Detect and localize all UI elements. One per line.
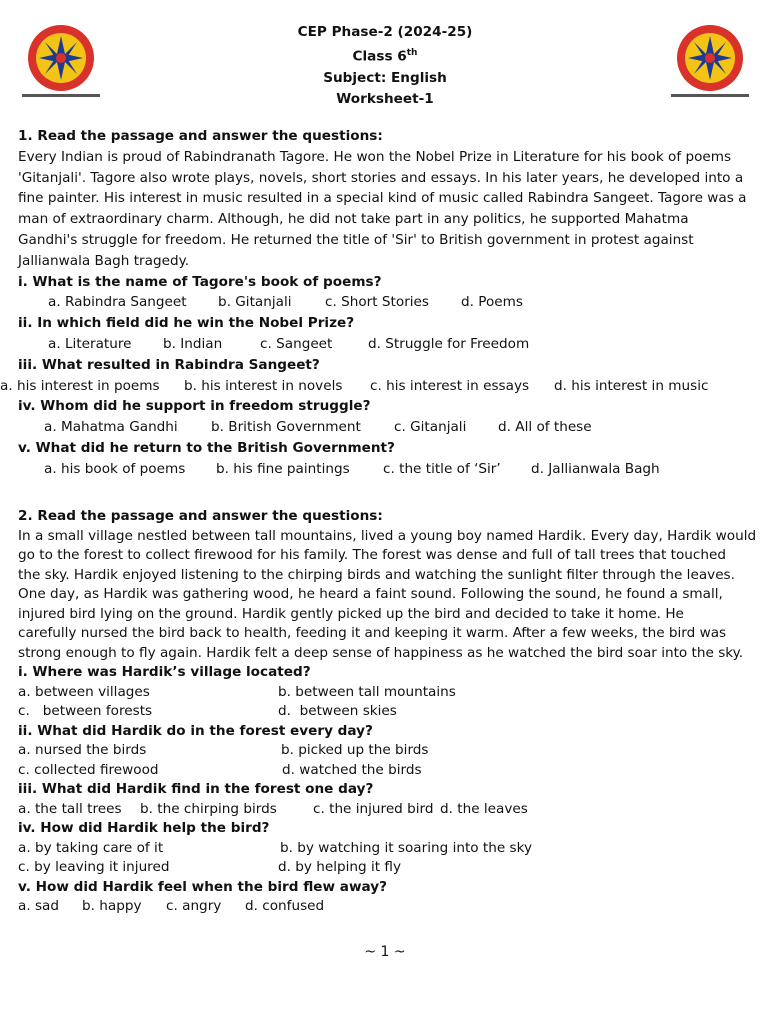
option: d. by helping it fly	[278, 859, 402, 875]
option: b. the chirping birds	[140, 800, 277, 817]
option: a. his interest in poems	[0, 377, 160, 394]
question-1-i: i. What is the name of Tagore's book of poems?	[18, 273, 382, 290]
passage-line: Jallianwala Bagh tragedy.	[18, 252, 190, 269]
option: b. his fine paintings	[216, 460, 350, 477]
option: a. nursed the birds	[18, 742, 147, 758]
section-1	[0, 126, 754, 480]
passage-line: man of extraordinary charm. Although, he did not take part in any politics, he supported Mahatma	[18, 211, 689, 228]
section-1-title: 1. Read the passage and answer the questions:	[18, 128, 383, 144]
option: a. Literature	[48, 335, 132, 352]
passage-line: 'Gitanjali'. Tagore also wrote plays, novels, short stories and essays. In his later years, he developed into a	[18, 169, 744, 186]
option: b. happy	[82, 898, 142, 914]
options-row	[18, 702, 758, 722]
phase-title: CEP Phase-2 (2024-25)	[297, 24, 473, 40]
passage-line: fine painter. His interest in music resulted in a special kind of music called Rabindra Sangeet. Tagore was a	[18, 190, 747, 207]
option: a. sad	[18, 898, 60, 914]
passage-line: In a small village nestled between tall mountains, lived a young boy named Hardik. Every day, Hardik would	[18, 527, 757, 544]
options-1-ii	[18, 334, 754, 355]
passage-line: One day, as Hardik was gathering wood, he heard a faint sound. Following the sound, he found a small,	[18, 586, 723, 602]
option: c. the title of ‘Sir’	[383, 460, 501, 477]
passage-line: the sky. Hardik enjoyed listening to the chirping birds and watching the sunlight filter through the leaves.	[18, 566, 735, 583]
option: d. Struggle for Freedom	[368, 335, 530, 352]
option: d. Jallianwala Bagh	[531, 460, 660, 477]
option: d. Poems	[461, 294, 523, 311]
passage-line: Gandhi's struggle for freedom. He returned the title of 'Sir' to British government in protest against	[18, 231, 694, 248]
option: a. Mahatma Gandhi	[44, 419, 178, 436]
option: c. collected firewood	[18, 761, 159, 778]
question-2-v: v. How did Hardik feel when the bird flew away?	[18, 878, 388, 895]
option: b. his interest in novels	[184, 377, 343, 394]
question-2-iii: iii. What did Hardik find in the forest one day?	[18, 781, 374, 797]
question-1-iii: iii. What resulted in Rabindra Sangeet?	[18, 356, 320, 373]
passage-line: carefully nursed the bird back to health, feeding it and keeping it warm. After a few weeks, the bird was	[18, 625, 727, 641]
option: b. by watching it soaring into the sky	[280, 839, 533, 856]
class-line: Class 6th	[352, 48, 418, 65]
worksheet-header	[0, 22, 770, 110]
option: b. British Government	[211, 419, 361, 436]
question-1-iv: iv. Whom did he support in freedom struggle?	[18, 398, 371, 415]
option: b. Indian	[163, 335, 223, 352]
option: c. Gitanjali	[394, 419, 467, 436]
option: b. between tall mountains	[278, 683, 456, 700]
options-row	[18, 839, 758, 859]
section-2-passage	[18, 527, 758, 664]
option: c. by leaving it injured	[18, 859, 170, 875]
subject-line: Subject: English	[323, 69, 447, 86]
option: d. his interest in music	[554, 377, 709, 394]
question-2-iv: iv. How did Hardik help the bird?	[18, 820, 270, 836]
section-1-passage	[18, 147, 754, 272]
option: a. between villages	[18, 683, 150, 700]
option: d. the leaves	[440, 800, 528, 817]
passage-line: injured bird lying on the ground. Hardik gently picked up the bird and decided to take it home. He	[18, 605, 684, 622]
options-1-i	[18, 292, 754, 313]
passage-line: go to the forest to collect firewood for his family. The forest was dense and full of tall trees that touched	[18, 547, 727, 563]
question-1-ii: ii. In which field did he win the Nobel Prize?	[18, 315, 355, 332]
options-row	[18, 800, 758, 820]
option: a. Rabindra Sangeet	[48, 294, 187, 311]
page-number: ~ 1 ~	[364, 944, 406, 960]
worksheet-line: Worksheet-1	[336, 90, 434, 107]
options-row	[18, 897, 758, 917]
question-2-i: i. Where was Hardik’s village located?	[18, 664, 311, 680]
option: b. Gitanjali	[218, 294, 292, 311]
options-row	[18, 683, 758, 703]
options-row	[18, 761, 758, 781]
options-1-iii	[0, 376, 754, 397]
option: c. Sangeet	[260, 335, 333, 352]
options-1-iv	[18, 417, 754, 438]
option: c. between forests	[18, 703, 153, 719]
option: a. by taking care of it	[18, 839, 164, 856]
section-2	[18, 507, 758, 917]
option: c. Short Stories	[325, 294, 430, 311]
option: d. All of these	[498, 419, 592, 436]
option: b. picked up the birds	[281, 742, 429, 758]
section-2-title: 2. Read the passage and answer the questions:	[18, 508, 383, 524]
question-1-v: v. What did he return to the British Government?	[18, 439, 395, 456]
options-row	[18, 741, 758, 761]
option: c. his interest in essays	[370, 377, 530, 394]
passage-line: strong enough to fly again. Hardik felt a deep sense of happiness as he watched the bird soar into the sky.	[18, 644, 744, 661]
option: d. watched the birds	[282, 761, 422, 778]
option: d. confused	[245, 898, 325, 914]
option: c. angry	[166, 898, 222, 914]
passage-line: Every Indian is proud of Rabindranath Tagore. He won the Nobel Prize in Literature for his book of poems	[18, 148, 732, 165]
option: d. between skies	[278, 703, 397, 719]
options-row	[18, 858, 758, 878]
option: a. the tall trees	[18, 800, 122, 817]
question-2-ii: ii. What did Hardik do in the forest every day?	[18, 722, 373, 739]
option: c. the injured bird	[313, 800, 434, 817]
options-1-v	[18, 459, 754, 480]
option: a. his book of poems	[44, 460, 186, 477]
